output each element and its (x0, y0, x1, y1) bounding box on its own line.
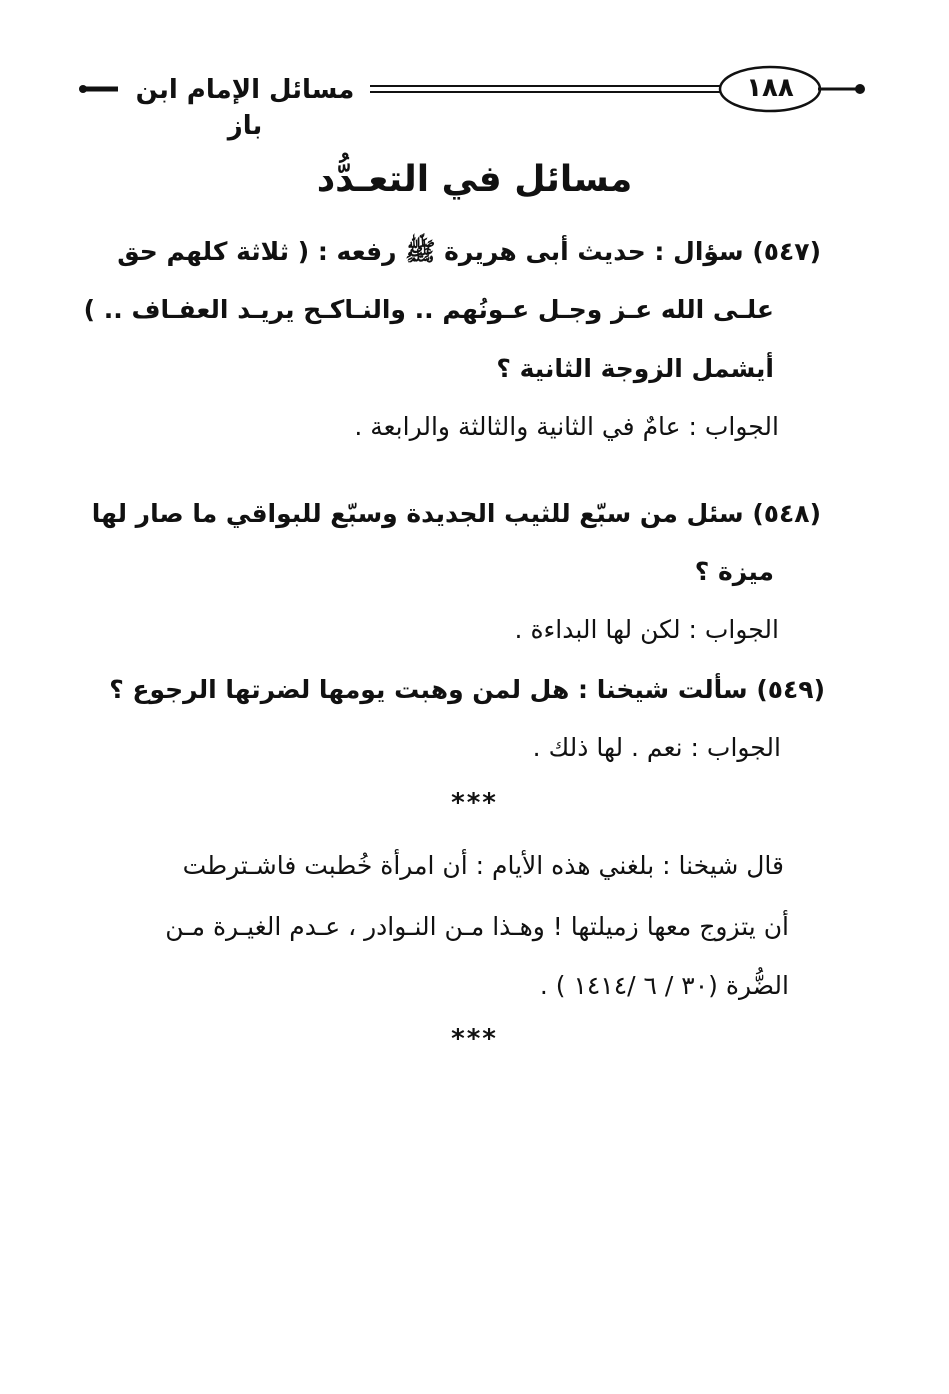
chapter-title: مسائل في التعـدُّد (316, 159, 633, 200)
note-line-2: أن يتزوج معها زميلتها ! وهـذا مـن النـوادر ، عـدم الغيـرة مـن (165, 912, 789, 941)
q548-answer: الجواب : لكن لها البداءة . (514, 615, 779, 644)
section-separator-1: *** (451, 788, 498, 818)
q548-line-1: (٥٤٨) سئل من سبّع للثيب الجديدة وسبّع للبواقي ما صار لها (91, 499, 821, 528)
section-separator-2: *** (451, 1024, 498, 1054)
q549-line-1: (٥٤٩) سألت شيخنا : هل لمن وهبت يومها لضرتها الرجوع ؟ (109, 675, 825, 704)
q547-line-3: أيشمل الزوجة الثانية ؟ (496, 354, 774, 383)
note-line-1-text: قال شيخنا : بلغني هذه الأيام : أن امرأة خُطبت فاشـترطت (182, 851, 784, 880)
running-title: مسائل الإمام ابن باز (120, 72, 370, 144)
q547-line-1: (٥٤٧) سؤال : حديث أبى هريرة ﷺ رفعه : ( ثلاثة كلهم حق (117, 237, 821, 266)
q549-answer: الجواب : نعم . لها ذلك . (532, 733, 781, 762)
page-number: ١٨٨ (746, 73, 794, 103)
q548-line-2: ميزة ؟ (694, 557, 774, 586)
q547-line-2: علـى الله عـز وجـل عـونُهم .. والنـاكـح يريـد العفـاف .. ) (83, 295, 774, 324)
note-line-1 (183, 846, 784, 886)
running-header (70, 60, 870, 141)
note-line-3: الضُّرة (٣٠ / ٦ /١٤١٤ ) . (539, 971, 789, 1000)
q547-answer: الجواب : عامٌ في الثانية والثالثة والرابعة . (354, 412, 779, 441)
